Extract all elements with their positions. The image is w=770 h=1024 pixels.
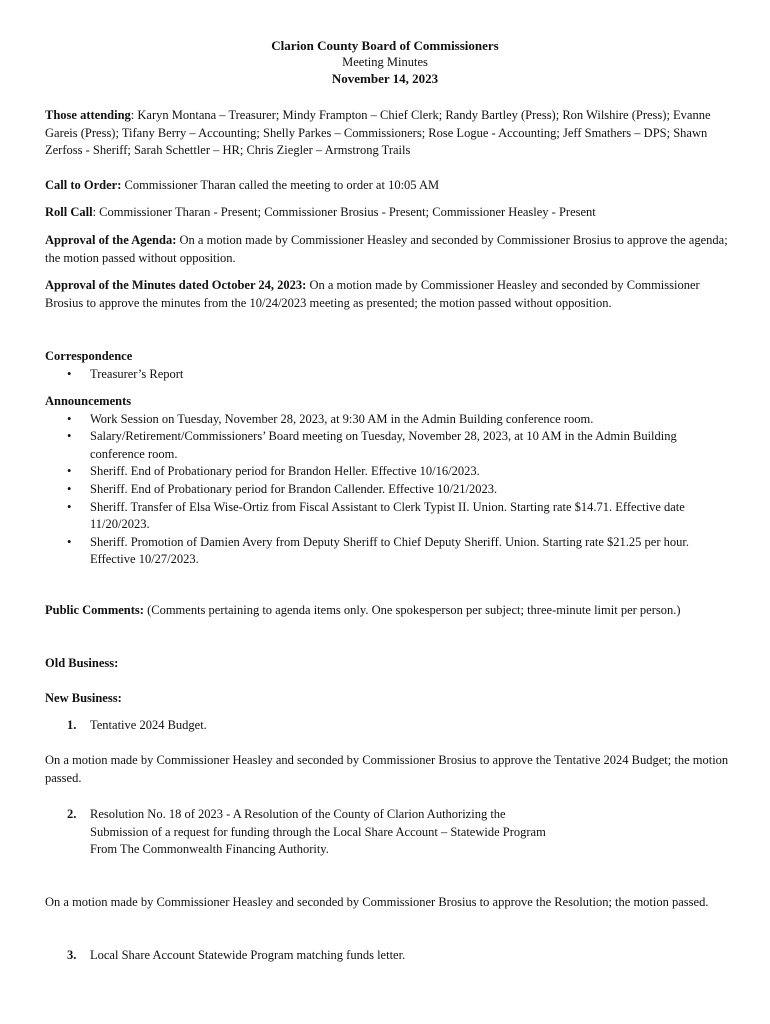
public-comments-paragraph	[45, 602, 730, 620]
list-item: • Treasurer’s Report	[45, 366, 730, 384]
correspondence-section	[45, 348, 730, 383]
minutes-approval-paragraph	[45, 277, 730, 312]
budget-motion-paragraph: On a motion made by Commissioner Heasley and seconded by Commissioner Brosius to approve the Tentative 2024 Budget; the motion passed.	[45, 753, 729, 785]
meeting-date: November 14, 2023	[331, 71, 439, 86]
new-business-heading: New Business:	[45, 691, 122, 705]
item-text-line: From The Commonwealth Financing Authority.	[90, 842, 329, 857]
agenda-approval-label: Approval of the Agenda:	[45, 233, 177, 247]
announcements-list	[45, 411, 730, 569]
list-item: • Sheriff. End of Probationary period for Brandon Heller. Effective 10/16/2023.	[45, 463, 730, 481]
list-item: • Sheriff. End of Probationary period for Brandon Callender. Effective 10/21/2023.	[45, 481, 730, 499]
item-text: Local Share Account Statewide Program matching funds letter.	[90, 948, 406, 962]
old-business-heading: Old Business:	[45, 656, 119, 670]
new-business-item-2	[45, 806, 730, 859]
document-subtitle: Meeting Minutes	[342, 55, 428, 69]
minutes-approval-text: On a motion made by Commissioner Heasley and seconded by Commissioner Brosius to approve the minutes from the 10/24/2023 meeting as presented; the motion passed without opposition.	[45, 278, 700, 310]
call-to-order-text: Commissioner Tharan called the meeting to order at 10:05 AM	[121, 178, 440, 192]
item-text-line: Resolution No. 18 of 2023 - A Resolution of the County of Clarion Authorizing the	[90, 807, 506, 821]
call-to-order-paragraph	[45, 177, 730, 195]
list-item: • Salary/Retirement/Commissioners’ Board meeting on Tuesday, November 28, 2023, at 10 AM in the Admin Building conference room.	[45, 428, 730, 463]
item-number: 2.	[67, 807, 77, 821]
attending-paragraph	[45, 107, 730, 160]
announcements-section	[45, 393, 730, 569]
agenda-approval-text: On a motion made by Commissioner Heasley and seconded by Commissioner Brosius to approve the agenda; the motion passed without opposition.	[45, 233, 728, 265]
item-text: Tentative 2024 Budget.	[90, 718, 207, 732]
public-comments-text: (Comments pertaining to agenda items only. One spokesperson per subject; three-minute limit per person.)	[143, 603, 681, 617]
list-item: • Work Session on Tuesday, November 28, 2023, at 9:30 AM in the Admin Building conference room.	[45, 411, 730, 429]
roll-call-text: : Commissioner Tharan - Present; Commissioner Brosius - Present; Commissioner Heasley - Present	[92, 205, 596, 219]
correspondence-list	[45, 366, 730, 384]
item-number: 1.	[67, 718, 77, 732]
announcements-heading: Announcements	[45, 394, 132, 408]
attending-text: : Karyn Montana – Treasurer; Mindy Frampton – Chief Clerk; Randy Bartley (Press); Ron Wilshire (Press); Evanne Gareis (Press); Tifany Berry – Accounting; Shelly Parkes – Commissioners; Rose Logue - Accounting; Jeff Smathers – DPS; Shawn Zerfoss - Sheriff; Sarah Schettler – HR; Chris Ziegler – Armstrong Trails	[45, 108, 711, 158]
item-number: 3.	[67, 948, 77, 962]
document-title: Clarion County Board of Commissioners	[271, 38, 499, 53]
new-business-item-1	[45, 717, 730, 735]
list-item: • Sheriff. Transfer of Elsa Wise-Ortiz from Fiscal Assistant to Clerk Typist II. Union. Starting rate $14.71. Effective date 11/20/2023.	[45, 499, 730, 534]
new-business-item-3	[45, 947, 730, 965]
document-header	[0, 38, 770, 88]
attending-label: Those attending	[45, 108, 131, 122]
call-to-order-label: Call to Order:	[45, 178, 122, 192]
roll-call-paragraph	[45, 204, 730, 222]
item-text-line: Submission of a request for funding through the Local Share Account – Statewide Program	[90, 824, 546, 839]
correspondence-heading: Correspondence	[45, 349, 133, 363]
minutes-approval-label: Approval of the Minutes dated October 24, 2023:	[45, 278, 307, 292]
roll-call-label: Roll Call	[45, 205, 93, 219]
list-item: • Sheriff. Promotion of Damien Avery from Deputy Sheriff to Chief Deputy Sheriff. Union. Starting rate $21.25 per hour. Effective 10/27/2023.	[45, 534, 730, 569]
agenda-approval-paragraph	[45, 232, 730, 267]
public-comments-label: Public Comments:	[45, 603, 144, 617]
resolution-motion-paragraph: On a motion made by Commissioner Heasley and seconded by Commissioner Brosius to approve the Resolution; the motion passed.	[45, 895, 709, 909]
